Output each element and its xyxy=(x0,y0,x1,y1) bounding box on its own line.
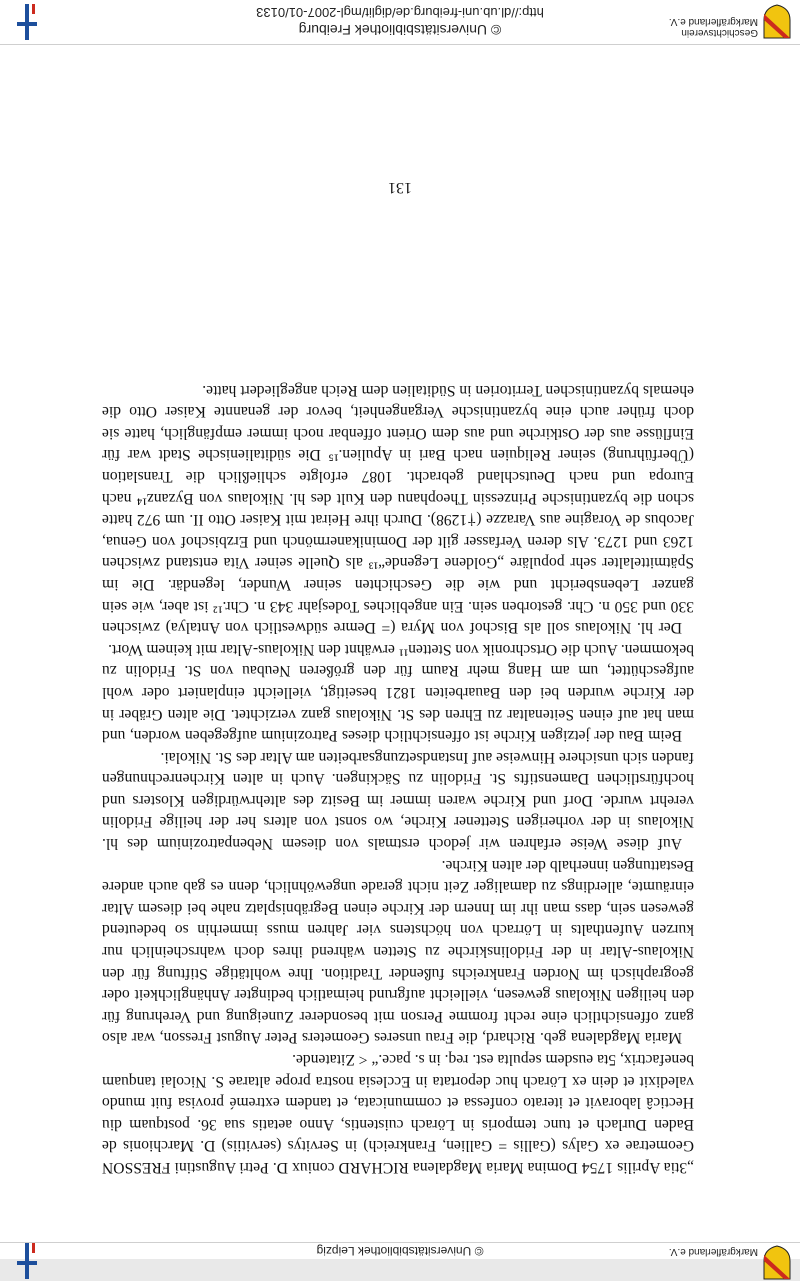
page-text xyxy=(102,379,694,1178)
library-logo-icon xyxy=(12,1243,42,1279)
library-logo-icon xyxy=(12,4,42,40)
bottom-bar-copyright: © Universitätsbibliothek Freiburg xyxy=(298,22,502,38)
scanned-page xyxy=(0,45,800,1242)
bottom-bar xyxy=(0,0,800,45)
permalink-link[interactable]: http://dl.ub.uni-freiburg.de/diglit/mgl-2007-01/0133 xyxy=(256,5,544,20)
top-logo-caption: Markgräflerland e.V. xyxy=(668,1246,758,1257)
top-bar-copyright: © Universitätsbibliothek Leipzig xyxy=(316,1244,484,1258)
paragraph-1: „3tia Aprilis 1754 Domina Maria Magdalena RICHARD coniux D. Petri Augustini FRESSON Geometrae ex Galys (Gallis = Gallien, Frankreich) in Servitys (servitiis) D. Marchionis de Baden Durlach et tunc temporis in Lörach cuistentis, Anno aetatis sua 36. postquam diu Hecticâ laboravit et iterato confessa et communicata, et tandem extremé provisa fuit mundo valedixit et dein ex Lörach huc deportata in Ecclesia nostra prope altarae S. Nicolai tanquam benefactrix, 5ta eusdem sepulta est. req. in s. pace.“ < Zitatende. xyxy=(102,1051,694,1176)
paragraph-5: Der hl. Nikolaus soll als Bischof von Myra (= Demre südwestlich von Antalya) zwischen 330 und 350 n. Chr. gestorben sein. Ein angebliches Todesjahr 343 n. Chr.¹² ist aber, wie sein ganzer Lebensbericht und wie die Geschichten seiner Wunder, legendär. Die im Spätmittelalter sehr populäre „Goldene Legende“¹³ als Quelle seiner Vita entstand zwischen 1263 und 1273. Als deren Verfasser gilt der Dominikanermönch und Erzbischof von Genua, Jacobus de Voragine aus Varazze (†1298). Durch ihre Heirat mit Kaiser Otto II. um 972 hatte schon die byzantinische Prinzessin Theophanu den Kult des hl. Nikolaus von Byzanz¹⁴ nach Europa und nach Deutschland gebracht. 1087 erfolgte schließlich die Translation (Überführung) seiner Reliquien nach Bari in Apulien.¹⁵ Die süditalienische Stadt war für Einflüsse aus der Ostkirche und aus dem Orient offenbar noch immer empfänglich, hatte sie doch früher auch eine byzantinische Vergangenheit, bevor der genannte Kaiser Otto die ehemals byzantinischen Territorien in Süditalien dem Reich angegliedert hatte. xyxy=(102,381,694,637)
paragraph-3: Auf diese Weise erfahren wir jedoch erstmals von diesem Nebenpatrozinium des hl. Nikolaus in der vorherigen Stettener Kirche, wo sonst von alters her der heilige Fridolin verehrt wurde. Dorf und Kirche waren immer im Besitz des altehrwürdigen Klosters und hochfürstlichen Damenstifts St. Fridolin zu Säckingen. Auch in alten Kirchenrechnungen fanden sich unsichere Hinweise auf Instandsetzungsarbeiten am Altar des St. Nikolai. xyxy=(102,748,694,853)
paragraph-2: Maria Magdalena geb. Richard, die Frau unseres Geometers Peter August Fresson, war also ganz offensichtlich eine recht fromme Person mit besonderer Zuneigung und Verehrung für den heiligen Nikolaus gewesen, vielleicht aufgrund heimatlich bedingter Anhänglichkeit oder geographisch im Norden Frankreichs fußender Tradition. Ihre wohltätige Stiftung für den Nikolaus-Altar in der Fridolinskirche zu Stetten während ihres doch wahrscheinlich nur kurzen Aufenthalts in Lörrach von höchstens vier Jahren muss immerhin so bedeutend gewesen sein, dass man ihr im Innern der Kirche einen Begräbnisplatz nahe bei diesem Altar einräumte, allerdings zu damaliger Zeit nicht gerade ungewöhnlich, denn es gab auch andere Bestattungen innerhalb der alten Kirche. xyxy=(102,856,694,1047)
logo-caption-line2: Markgräflerland e.V. xyxy=(668,16,758,27)
paragraph-4: Beim Bau der jetzigen Kirche ist offensichtlich dieses Patrozinium aufgegeben worden, und man hat auf einen Seitenaltar zu Ehren des St. Nikolaus ganz verzichtet. Die alten Gräber in der Kirche wurden bei den Bauarbeiten 1821 beseitigt, vielleicht einplaniert oder wohl aufgeschüttet, um am Hang mehr Raum für den größeren Neubau von St. Fridolin zu bekommen. Auch die Ortschronik von Stetten¹¹ erwähnt den Nikolaus-Altar mit keinem Wort. xyxy=(102,640,694,745)
top-bar xyxy=(0,1242,800,1259)
logo-caption-line1: Geschichtsverein xyxy=(681,27,758,38)
page-number: 131 xyxy=(388,179,412,196)
